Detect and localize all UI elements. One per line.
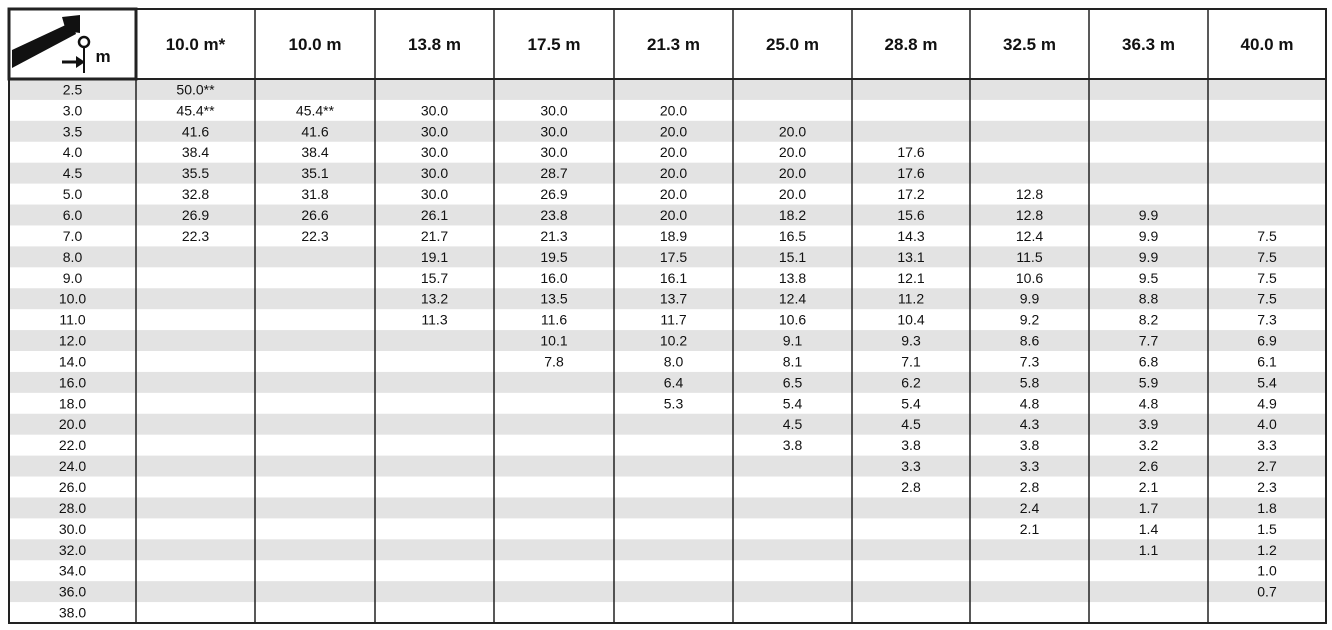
table-cell: 5.9: [1138, 374, 1159, 391]
table-cell: 12.8: [1015, 186, 1044, 203]
table-cell: 41.6: [301, 123, 329, 140]
table-cell: 7.7: [1138, 332, 1159, 349]
table-cell: 6.8: [1138, 353, 1159, 370]
table-cell: 5.8: [1019, 374, 1040, 391]
table-cell: 11.5: [1016, 248, 1043, 265]
table-cell: 10.4: [897, 311, 925, 328]
table-cell: 21.7: [420, 227, 449, 244]
table-cell: 11.6: [540, 311, 568, 328]
table-cell: 20.0: [659, 207, 688, 223]
radius-label: 5.0: [62, 186, 83, 203]
table-cell: 3.8: [782, 437, 803, 454]
radius-label: 7.0: [62, 227, 83, 244]
table-cell: 50.0**: [176, 81, 215, 98]
table-cell: 10.6: [1015, 269, 1044, 286]
table-cell: 2.7: [1257, 458, 1277, 475]
table-cell: 30.0: [540, 123, 568, 140]
table-cell: 26.9: [540, 186, 568, 203]
row-stripe: [9, 414, 1326, 435]
radius-label: 34.0: [58, 562, 87, 579]
table-cell: 7.5: [1257, 290, 1277, 307]
table-cell: 3.3: [1019, 458, 1040, 475]
table-cell: 45.4**: [295, 102, 335, 119]
table-cell: 15.7: [420, 269, 449, 286]
table-cell: 17.6: [897, 165, 925, 182]
table-cell: 12.4: [1015, 227, 1044, 244]
table-cell: 20.0: [778, 144, 807, 161]
table-cell: 4.0: [1257, 416, 1277, 433]
table-cell: 15.6: [897, 207, 925, 223]
table-cell: 30.0: [420, 102, 449, 119]
table-cell: 20.0: [659, 144, 688, 161]
row-stripe: [9, 539, 1326, 560]
table-cell: 6.9: [1257, 332, 1277, 349]
table-cell: 7.5: [1257, 269, 1277, 286]
table-cell: 4.8: [1019, 395, 1040, 412]
table-cell: 2.4: [1019, 499, 1040, 516]
column-header: 17.5 m: [527, 35, 581, 54]
radius-label: 20.0: [58, 416, 87, 433]
table-cell: 17.5: [659, 248, 688, 265]
table-cell: 6.5: [782, 374, 803, 391]
table-cell: 5.4: [901, 395, 921, 412]
table-cell: 13.5: [540, 290, 568, 307]
table-cell: 10.1: [540, 332, 568, 349]
table-cell: 30.0: [540, 144, 568, 161]
table-cell: 2.8: [901, 479, 921, 495]
table-cell: 5.3: [663, 395, 684, 412]
column-header: 25.0 m: [766, 35, 819, 54]
radius-label: 24.0: [58, 458, 87, 475]
table-cell: 2.1: [1019, 520, 1040, 537]
radius-label: 2.5: [62, 81, 83, 98]
table-cell: 11.7: [660, 311, 687, 328]
table-cell: 3.3: [1257, 437, 1277, 454]
column-header: 40.0 m: [1240, 35, 1294, 54]
table-cell: 8.0: [663, 353, 684, 370]
table-cell: 26.6: [301, 207, 329, 223]
table-cell: 30.0: [420, 186, 449, 203]
table-cell: 8.6: [1019, 332, 1040, 349]
radius-label: 26.0: [58, 479, 87, 495]
table-cell: 9.5: [1138, 269, 1159, 286]
table-cell: 20.0: [659, 123, 688, 140]
radius-label: 3.5: [62, 123, 83, 140]
table-cell: 13.8: [778, 269, 807, 286]
table-cell: 16.0: [540, 269, 568, 286]
table-cell: 3.9: [1138, 416, 1159, 433]
table-cell: 2.6: [1138, 458, 1159, 475]
table-cell: 7.3: [1019, 353, 1040, 370]
table-cell: 1.4: [1138, 520, 1159, 537]
radius-label: 4.5: [62, 165, 83, 182]
table-cell: 11.2: [897, 290, 925, 307]
row-stripe: [9, 581, 1326, 602]
table-cell: 7.8: [544, 353, 564, 370]
table-cell: 1.0: [1257, 562, 1277, 579]
table-cell: 35.5: [181, 165, 210, 182]
table-cell: 10.6: [778, 311, 807, 328]
table-cell: 38.4: [181, 144, 210, 161]
row-stripe: [9, 497, 1326, 518]
radius-label: 10.0: [58, 290, 87, 307]
table-cell: 30.0: [420, 144, 449, 161]
table-cell: 2.8: [1019, 479, 1040, 495]
table-cell: 3.8: [901, 437, 921, 454]
table-cell: 8.2: [1138, 311, 1159, 328]
table-cell: 9.1: [782, 332, 803, 349]
radius-label: 3.0: [62, 102, 83, 119]
table-cell: 26.1: [420, 207, 449, 223]
table-cell: 9.3: [901, 332, 921, 349]
radius-label: 11.0: [59, 311, 86, 328]
radius-label: 4.0: [62, 144, 83, 161]
table-cell: 9.9: [1138, 248, 1159, 265]
table-cell: 18.2: [778, 207, 807, 223]
table-cell: 4.9: [1257, 395, 1277, 412]
radius-label: 22.0: [58, 437, 87, 454]
table-cell: 35.1: [301, 165, 329, 182]
radius-label: 36.0: [58, 583, 87, 600]
radius-label: 30.0: [58, 520, 87, 537]
table-cell: 9.9: [1138, 207, 1159, 223]
column-header: 10.0 m: [288, 35, 342, 54]
table-cell: 38.4: [301, 144, 329, 161]
table-cell: 12.8: [1015, 207, 1044, 223]
table-cell: 20.0: [659, 102, 688, 119]
radius-label: 28.0: [58, 499, 87, 516]
table-cell: 22.3: [301, 227, 329, 244]
table-cell: 13.2: [420, 290, 449, 307]
radius-label: 14.0: [58, 353, 87, 370]
table-cell: 15.1: [778, 248, 807, 265]
table-cell: 17.2: [897, 186, 925, 203]
radius-label: 16.0: [58, 374, 87, 391]
table-cell: 4.3: [1019, 416, 1040, 433]
table-cell: 1.1: [1138, 541, 1159, 558]
column-header: 36.3 m: [1122, 35, 1175, 54]
table-cell: 30.0: [540, 102, 568, 119]
table-cell: 20.0: [778, 165, 807, 182]
table-cell: 5.4: [1257, 374, 1277, 391]
radius-label: 38.0: [58, 604, 87, 621]
table-cell: 6.2: [901, 374, 921, 391]
table-cell: 32.8: [181, 186, 210, 203]
table-cell: 9.2: [1019, 311, 1040, 328]
column-header: 10.0 m*: [165, 35, 226, 54]
radius-label: 6.0: [62, 207, 83, 223]
column-header: 32.5 m: [1003, 35, 1056, 54]
table-cell: 7.3: [1257, 311, 1277, 328]
table-cell: 31.8: [301, 186, 329, 203]
table-cell: 20.0: [778, 123, 807, 140]
table-cell: 45.4**: [176, 102, 215, 119]
table-cell: 6.4: [663, 374, 684, 391]
radius-label: 18.0: [58, 395, 87, 412]
table-cell: 4.8: [1138, 395, 1159, 412]
table-cell: 2.3: [1257, 479, 1277, 495]
radius-label: 9.0: [62, 269, 83, 286]
table-cell: 10.2: [659, 332, 688, 349]
column-header: 13.8 m: [408, 35, 461, 54]
table-cell: 16.1: [659, 269, 688, 286]
table-cell: 11.3: [421, 311, 448, 328]
table-cell: 20.0: [659, 165, 688, 182]
table-cell: 7.1: [901, 353, 921, 370]
table-cell: 22.3: [181, 227, 210, 244]
table-cell: 19.1: [420, 248, 449, 265]
table-cell: 13.7: [659, 290, 688, 307]
table-cell: 3.8: [1019, 437, 1040, 454]
table-cell: 5.4: [782, 395, 803, 412]
table-cell: 1.5: [1257, 520, 1277, 537]
table-cell: 7.5: [1257, 248, 1277, 265]
table-cell: 41.6: [181, 123, 210, 140]
table-cell: 16.5: [778, 227, 807, 244]
table-cell: 1.8: [1257, 499, 1277, 516]
table-cell: 12.1: [897, 269, 925, 286]
table-cell: 6.1: [1257, 353, 1277, 370]
table-cell: 26.9: [181, 207, 210, 223]
table-cell: 4.5: [901, 416, 921, 433]
table-cell: 9.9: [1138, 227, 1159, 244]
table-cell: 0.7: [1257, 583, 1277, 600]
table-cell: 2.1: [1138, 479, 1159, 495]
table-cell: 1.7: [1138, 499, 1159, 516]
table-cell: 19.5: [540, 248, 568, 265]
table-cell: 8.1: [782, 353, 803, 370]
table-cell: 21.3: [540, 227, 568, 244]
table-cell: 20.0: [778, 186, 807, 203]
radius-label: 8.0: [62, 248, 83, 265]
table-cell: 18.9: [659, 227, 688, 244]
table-cell: 30.0: [420, 165, 449, 182]
radius-label: 32.0: [58, 541, 87, 558]
row-stripe: [9, 456, 1326, 477]
table-cell: 7.5: [1257, 227, 1277, 244]
table-cell: 12.4: [778, 290, 807, 307]
corner-unit-label: m: [95, 47, 111, 66]
radius-label: 12.0: [58, 332, 87, 349]
table-cell: 1.2: [1257, 541, 1277, 558]
table-cell: 13.1: [897, 248, 925, 265]
table-cell: 28.7: [540, 165, 568, 182]
table-cell: 8.8: [1138, 290, 1159, 307]
table-cell: 3.2: [1138, 437, 1159, 454]
table-cell: 9.9: [1019, 290, 1040, 307]
table-cell: 30.0: [420, 123, 449, 140]
table-cell: 23.8: [540, 207, 568, 223]
column-header: 28.8 m: [884, 35, 938, 54]
table-cell: 20.0: [659, 186, 688, 203]
table-cell: 17.6: [897, 144, 925, 161]
table-cell: 14.3: [897, 227, 925, 244]
column-header: 21.3 m: [647, 35, 700, 54]
table-cell: 4.5: [782, 416, 803, 433]
table-cell: 3.3: [901, 458, 921, 475]
